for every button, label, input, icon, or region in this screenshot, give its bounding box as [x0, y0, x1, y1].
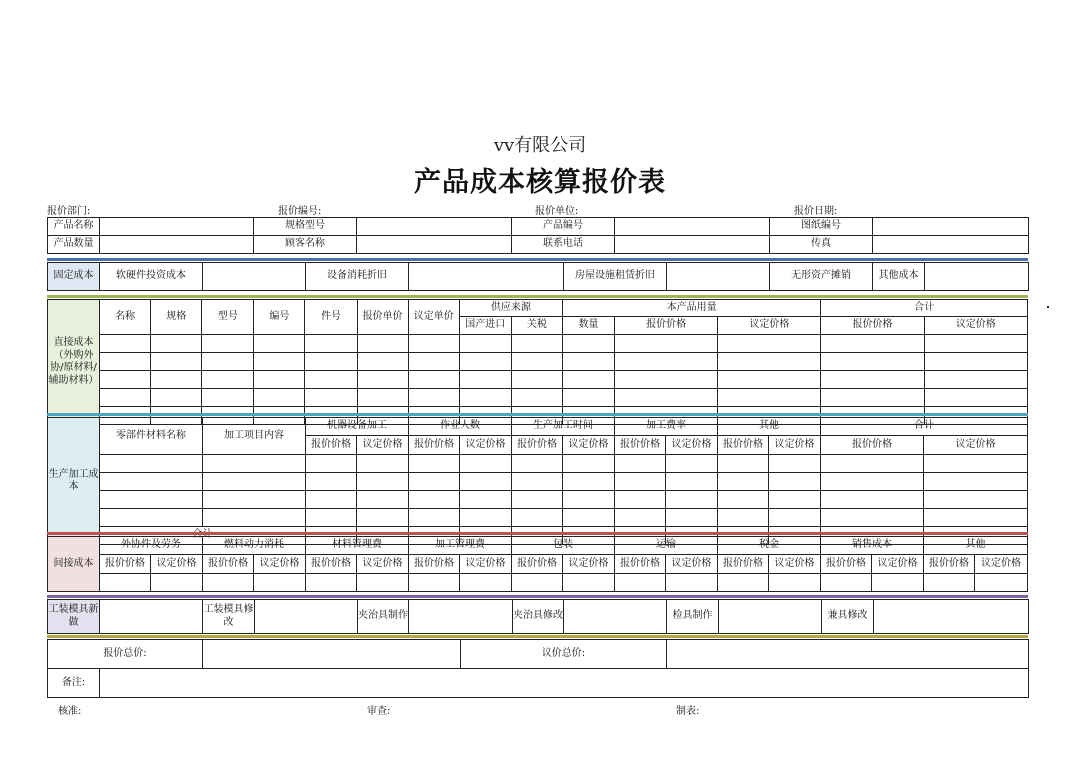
fixed-item-field[interactable] — [409, 263, 564, 291]
production-cell[interactable] — [769, 509, 821, 527]
stray-dot — [1047, 306, 1049, 308]
indirect-cell[interactable] — [512, 574, 563, 592]
fixed-item-field[interactable] — [203, 263, 306, 291]
direct-cell[interactable] — [511, 353, 562, 371]
direct-cell[interactable] — [202, 353, 254, 371]
indirect-agreed-header: 议定价格 — [666, 555, 718, 574]
production-cell[interactable] — [615, 473, 666, 491]
fixed-item-label: 无形资产摊销 — [770, 263, 873, 291]
indirect-group-header: 税金 — [718, 537, 821, 555]
indirect-agreed-header: 议定价格 — [872, 555, 924, 574]
direct-cell[interactable] — [254, 371, 305, 389]
header-date: 报价日期: — [794, 206, 838, 217]
production-cell[interactable] — [666, 455, 718, 473]
footer-approve: 核准: — [58, 706, 82, 717]
prod-quote-header: 报价价格 — [409, 436, 460, 455]
total-sub-header: 议定价格 — [924, 317, 1027, 335]
phone-field[interactable] — [615, 236, 770, 254]
indirect-cell[interactable] — [718, 574, 769, 592]
production-cell[interactable] — [563, 455, 615, 473]
indirect-agreed-header: 议定价格 — [975, 555, 1028, 574]
production-cell[interactable] — [306, 473, 357, 491]
indirect-quote-header: 报价价格 — [203, 555, 254, 574]
production-cell[interactable] — [409, 455, 460, 473]
direct-cell[interactable] — [459, 371, 511, 389]
product-name-label: 产品名称 — [48, 218, 100, 236]
production-cell[interactable] — [666, 509, 718, 527]
usage-sub-header: 数量 — [562, 317, 614, 335]
production-cell[interactable] — [563, 491, 615, 509]
prod-group-header: 合计 — [821, 418, 1028, 436]
direct-col-header: 名称 — [100, 300, 151, 335]
production-cell[interactable] — [769, 491, 821, 509]
production-cell[interactable] — [769, 473, 821, 491]
prod-group-header: 加工费率 — [615, 418, 718, 436]
direct-cell[interactable] — [254, 389, 305, 407]
customer-name-field[interactable] — [357, 236, 512, 254]
direct-cell[interactable] — [459, 353, 511, 371]
production-cell[interactable] — [357, 455, 409, 473]
table-row — [48, 473, 1028, 491]
indirect-cell[interactable] — [975, 574, 1028, 592]
direct-cell[interactable] — [254, 335, 305, 353]
drawing-no-field[interactable] — [873, 218, 1029, 236]
usage-sub-header: 议定价格 — [718, 317, 821, 335]
direct-cell[interactable] — [100, 353, 151, 371]
direct-cell[interactable] — [562, 335, 614, 353]
fixed-item-label: 设备消耗折旧 — [306, 263, 409, 291]
remarks-field[interactable] — [100, 669, 1029, 698]
phone-label: 联系电话 — [512, 236, 615, 254]
direct-cell[interactable] — [924, 353, 1027, 371]
fixture-make-field[interactable] — [409, 600, 513, 634]
production-cell[interactable] — [460, 509, 512, 527]
indirect-quote-header: 报价价格 — [718, 555, 769, 574]
indirect-cost-table — [47, 536, 1028, 592]
fixed-item-field[interactable] — [667, 263, 770, 291]
production-cell[interactable] — [666, 473, 718, 491]
direct-cell[interactable] — [718, 389, 821, 407]
production-cell[interactable] — [512, 509, 563, 527]
direct-cell[interactable] — [821, 353, 924, 371]
indirect-group-header: 外协件及劳务 — [100, 537, 203, 555]
footer-prepare: 制表: — [676, 706, 700, 717]
direct-cell[interactable] — [254, 353, 305, 371]
direct-cell[interactable] — [100, 335, 151, 353]
fax-field[interactable] — [873, 236, 1029, 254]
total-quote-field[interactable] — [203, 640, 461, 669]
production-cell[interactable] — [821, 491, 924, 509]
usage-sub-header: 报价价格 — [615, 317, 718, 335]
indirect-cell[interactable] — [409, 574, 460, 592]
header-unit: 报价单位: — [535, 206, 579, 217]
production-cell[interactable] — [718, 473, 769, 491]
indirect-cell[interactable] — [100, 574, 151, 592]
direct-cell[interactable] — [100, 371, 151, 389]
indirect-quote-header: 报价价格 — [306, 555, 357, 574]
production-cell[interactable] — [718, 455, 769, 473]
supply-header: 供应来源 — [459, 300, 562, 317]
production-cell[interactable] — [409, 509, 460, 527]
direct-col-header: 报价单价 — [357, 300, 408, 335]
indirect-cost-label: 间接成本 — [48, 537, 100, 592]
production-cell[interactable] — [306, 455, 357, 473]
indirect-group-header: 材料管理费 — [306, 537, 409, 555]
summary-band — [47, 635, 1028, 638]
tool-modify-field[interactable] — [874, 600, 1029, 634]
content-header: 加工项目内容 — [203, 418, 306, 455]
indirect-group-header: 燃料动力消耗 — [203, 537, 306, 555]
gauge-make-field[interactable] — [719, 600, 822, 634]
supply-sub-header: 国产进口 — [459, 317, 511, 335]
prod-group-header: 其他 — [718, 418, 821, 436]
direct-cell[interactable] — [408, 335, 459, 353]
direct-cell[interactable] — [924, 389, 1027, 407]
production-cell[interactable] — [460, 455, 512, 473]
direct-cell[interactable] — [305, 389, 357, 407]
content-cell[interactable] — [203, 491, 306, 509]
direct-col-header: 编号 — [254, 300, 305, 335]
fixed-band — [47, 258, 1028, 261]
production-cell[interactable] — [460, 491, 512, 509]
direct-total-header: 合计 — [821, 300, 1028, 317]
prod-group-header: 作业人数 — [409, 418, 512, 436]
info-table — [47, 217, 1029, 254]
header-quote-no: 报价编号: — [278, 206, 322, 217]
direct-cell[interactable] — [615, 335, 718, 353]
fixture-modify-label: 夹治具修改 — [513, 600, 564, 634]
page-title: 产品成本核算报价表 — [414, 167, 666, 198]
direct-cell[interactable] — [511, 335, 562, 353]
indirect-group-header: 运输 — [615, 537, 718, 555]
direct-cell[interactable] — [821, 389, 924, 407]
table-row — [48, 455, 1028, 473]
indirect-quote-header: 报价价格 — [924, 555, 975, 574]
prod-group-header: 生产加工时间 — [512, 418, 615, 436]
part-name-cell[interactable] — [100, 509, 203, 527]
indirect-cell[interactable] — [615, 574, 666, 592]
fax-label: 传真 — [770, 236, 873, 254]
tool-modify-label: 兼具修改 — [822, 600, 874, 634]
product-name-field[interactable] — [100, 218, 254, 236]
production-cell[interactable] — [718, 491, 769, 509]
header-dept: 报价部门: — [47, 206, 91, 217]
customer-name-label: 顾客名称 — [254, 236, 357, 254]
direct-cell[interactable] — [305, 371, 357, 389]
direct-cell[interactable] — [511, 389, 562, 407]
direct-cell[interactable] — [562, 371, 614, 389]
prod-agreed-header: 议定价格 — [769, 436, 821, 455]
product-qty-field[interactable] — [100, 236, 254, 254]
total-agreed-field[interactable] — [667, 640, 1029, 669]
indirect-cell[interactable] — [924, 574, 975, 592]
prod-quote-header: 报价价格 — [615, 436, 666, 455]
direct-cost-table — [47, 299, 1028, 425]
direct-col-header: 规格 — [151, 300, 202, 335]
indirect-cell[interactable] — [254, 574, 306, 592]
direct-cell[interactable] — [821, 335, 924, 353]
indirect-cell[interactable] — [872, 574, 924, 592]
production-cell[interactable] — [924, 473, 1028, 491]
direct-col-header: 型号 — [202, 300, 254, 335]
prod-quote-header: 报价价格 — [306, 436, 357, 455]
production-cell[interactable] — [409, 473, 460, 491]
table-row — [48, 353, 1028, 371]
table-row — [48, 335, 1028, 353]
indirect-cell[interactable] — [821, 574, 872, 592]
usage-header: 本产品用量 — [562, 300, 821, 317]
direct-cell[interactable] — [924, 335, 1027, 353]
content-cell[interactable] — [203, 455, 306, 473]
indirect-agreed-header: 议定价格 — [357, 555, 409, 574]
production-cell[interactable] — [821, 473, 924, 491]
indirect-group-header: 销售成本 — [821, 537, 924, 555]
direct-cell[interactable] — [615, 389, 718, 407]
production-cell[interactable] — [666, 491, 718, 509]
direct-cell[interactable] — [151, 353, 202, 371]
direct-cell[interactable] — [202, 371, 254, 389]
production-cell[interactable] — [357, 491, 409, 509]
indirect-cell[interactable] — [769, 574, 821, 592]
indirect-quote-header: 报价价格 — [409, 555, 460, 574]
part-name-cell[interactable] — [100, 455, 203, 473]
indirect-cell[interactable] — [460, 574, 512, 592]
production-cell[interactable] — [924, 491, 1028, 509]
indirect-cell[interactable] — [151, 574, 203, 592]
table-row — [48, 491, 1028, 509]
direct-cell[interactable] — [615, 353, 718, 371]
direct-cell[interactable] — [562, 353, 614, 371]
fixed-item-field[interactable] — [925, 263, 1029, 291]
part-name-cell[interactable] — [100, 491, 203, 509]
prod-agreed-header: 议定价格 — [924, 436, 1028, 455]
total-quote-label: 报价总价: — [48, 640, 203, 669]
fixed-item-label: 房屋设施租赁折旧 — [564, 263, 667, 291]
part-name-cell[interactable] — [100, 473, 203, 491]
production-cell[interactable] — [615, 455, 666, 473]
product-no-label: 产品编号 — [512, 218, 615, 236]
tooling-modify-field[interactable] — [255, 600, 358, 634]
direct-cell[interactable] — [821, 371, 924, 389]
indirect-agreed-header: 议定价格 — [563, 555, 615, 574]
production-cell[interactable] — [769, 455, 821, 473]
indirect-group-header: 包装 — [512, 537, 615, 555]
prod-quote-header: 报价价格 — [821, 436, 924, 455]
production-cell[interactable] — [357, 509, 409, 527]
direct-cell[interactable] — [718, 335, 821, 353]
tooling-table — [47, 599, 1029, 634]
production-cell[interactable] — [821, 455, 924, 473]
production-cell[interactable] — [821, 509, 924, 527]
indirect-cell[interactable] — [357, 574, 409, 592]
prod-agreed-header: 议定价格 — [460, 436, 512, 455]
indirect-cell[interactable] — [203, 574, 254, 592]
production-band — [47, 413, 1028, 416]
direct-cell[interactable] — [615, 371, 718, 389]
spec-model-field[interactable] — [357, 218, 512, 236]
remarks-label: 备注: — [48, 669, 100, 698]
fixture-modify-field[interactable] — [564, 600, 667, 634]
direct-cell[interactable] — [924, 371, 1027, 389]
direct-cell[interactable] — [305, 335, 357, 353]
prod-quote-header: 报价价格 — [512, 436, 563, 455]
direct-cell[interactable] — [151, 371, 202, 389]
fixed-item-label: 软硬件投资成本 — [100, 263, 203, 291]
production-cost-label: 生产加工成本 — [48, 418, 100, 545]
indirect-quote-header: 报价价格 — [821, 555, 872, 574]
total-sub-header: 报价价格 — [821, 317, 924, 335]
direct-col-header: 件号 — [305, 300, 357, 335]
table-row — [48, 389, 1028, 407]
production-cell[interactable] — [306, 509, 357, 527]
indirect-agreed-header: 议定价格 — [769, 555, 821, 574]
production-cell[interactable] — [357, 473, 409, 491]
direct-cell[interactable] — [357, 353, 408, 371]
direct-cell[interactable] — [305, 353, 357, 371]
company-name: vv有限公司 — [493, 135, 587, 156]
direct-cell[interactable] — [408, 371, 459, 389]
prod-agreed-header: 议定价格 — [357, 436, 409, 455]
indirect-group-header: 其他 — [924, 537, 1028, 555]
direct-cell[interactable] — [718, 371, 821, 389]
production-cell[interactable] — [512, 473, 563, 491]
production-cell[interactable] — [718, 509, 769, 527]
content-cell[interactable] — [203, 509, 306, 527]
summary-table — [47, 639, 1029, 698]
total-agreed-label: 议价总价: — [461, 640, 667, 669]
indirect-cell[interactable] — [563, 574, 615, 592]
footer-review: 审查: — [367, 706, 391, 717]
indirect-band — [47, 532, 1028, 535]
tooling-band — [47, 595, 1028, 598]
direct-cell[interactable] — [408, 353, 459, 371]
indirect-agreed-header: 议定价格 — [254, 555, 306, 574]
production-cell[interactable] — [924, 509, 1028, 527]
direct-cell[interactable] — [459, 335, 511, 353]
indirect-cell[interactable] — [306, 574, 357, 592]
prod-agreed-header: 议定价格 — [563, 436, 615, 455]
direct-cell[interactable] — [511, 371, 562, 389]
table-row — [48, 371, 1028, 389]
direct-cell[interactable] — [718, 353, 821, 371]
product-no-field[interactable] — [615, 218, 770, 236]
prod-agreed-header: 议定价格 — [666, 436, 718, 455]
production-cell[interactable] — [924, 455, 1028, 473]
table-row — [48, 509, 1028, 527]
product-qty-label: 产品数量 — [48, 236, 100, 254]
direct-cell[interactable] — [357, 389, 408, 407]
spec-model-label: 规格型号 — [254, 218, 357, 236]
direct-cell[interactable] — [357, 371, 408, 389]
indirect-quote-header: 报价价格 — [615, 555, 666, 574]
direct-cell[interactable] — [562, 389, 614, 407]
production-cell[interactable] — [563, 473, 615, 491]
indirect-group-header: 加工管理费 — [409, 537, 512, 555]
tooling-new-label: 工装模具新做 — [48, 600, 100, 634]
production-cost-table — [47, 417, 1028, 545]
direct-cell[interactable] — [357, 335, 408, 353]
direct-cell[interactable] — [151, 335, 202, 353]
fixed-item-label: 其他成本 — [873, 263, 925, 291]
direct-cell[interactable] — [151, 389, 202, 407]
indirect-agreed-header: 议定价格 — [460, 555, 512, 574]
tooling-new-field[interactable] — [100, 600, 203, 634]
production-cell[interactable] — [306, 491, 357, 509]
content-cell[interactable] — [203, 473, 306, 491]
part-name-header: 零部件材料名称 — [100, 418, 203, 455]
supply-sub-header: 关税 — [511, 317, 562, 335]
fixture-make-label: 夹治具制作 — [358, 600, 409, 634]
direct-cell[interactable] — [100, 389, 151, 407]
production-cell[interactable] — [615, 491, 666, 509]
tooling-modify-label: 工装模具修改 — [203, 600, 255, 634]
gauge-make-label: 检具制作 — [667, 600, 719, 634]
indirect-agreed-header: 议定价格 — [151, 555, 203, 574]
direct-band — [47, 295, 1028, 298]
production-cell[interactable] — [409, 491, 460, 509]
production-cell[interactable] — [460, 473, 512, 491]
prod-quote-header: 报价价格 — [718, 436, 769, 455]
drawing-no-label: 图纸编号 — [770, 218, 873, 236]
indirect-quote-header: 报价价格 — [512, 555, 563, 574]
direct-cell[interactable] — [459, 389, 511, 407]
production-cell[interactable] — [512, 455, 563, 473]
prod-group-header: 机器设备加工 — [306, 418, 409, 436]
indirect-cell[interactable] — [666, 574, 718, 592]
production-cell[interactable] — [615, 509, 666, 527]
production-cell[interactable] — [563, 509, 615, 527]
direct-col-header: 议定单价 — [408, 300, 459, 335]
direct-cell[interactable] — [202, 335, 254, 353]
direct-cell[interactable] — [408, 389, 459, 407]
fixed-cost-label: 固定成本 — [48, 263, 100, 291]
direct-cost-label: 直接成本（外购外协/原材料/辅助材料） — [48, 300, 100, 425]
fixed-cost-table — [47, 262, 1029, 291]
direct-cell[interactable] — [202, 389, 254, 407]
indirect-quote-header: 报价价格 — [100, 555, 151, 574]
production-cell[interactable] — [512, 491, 563, 509]
